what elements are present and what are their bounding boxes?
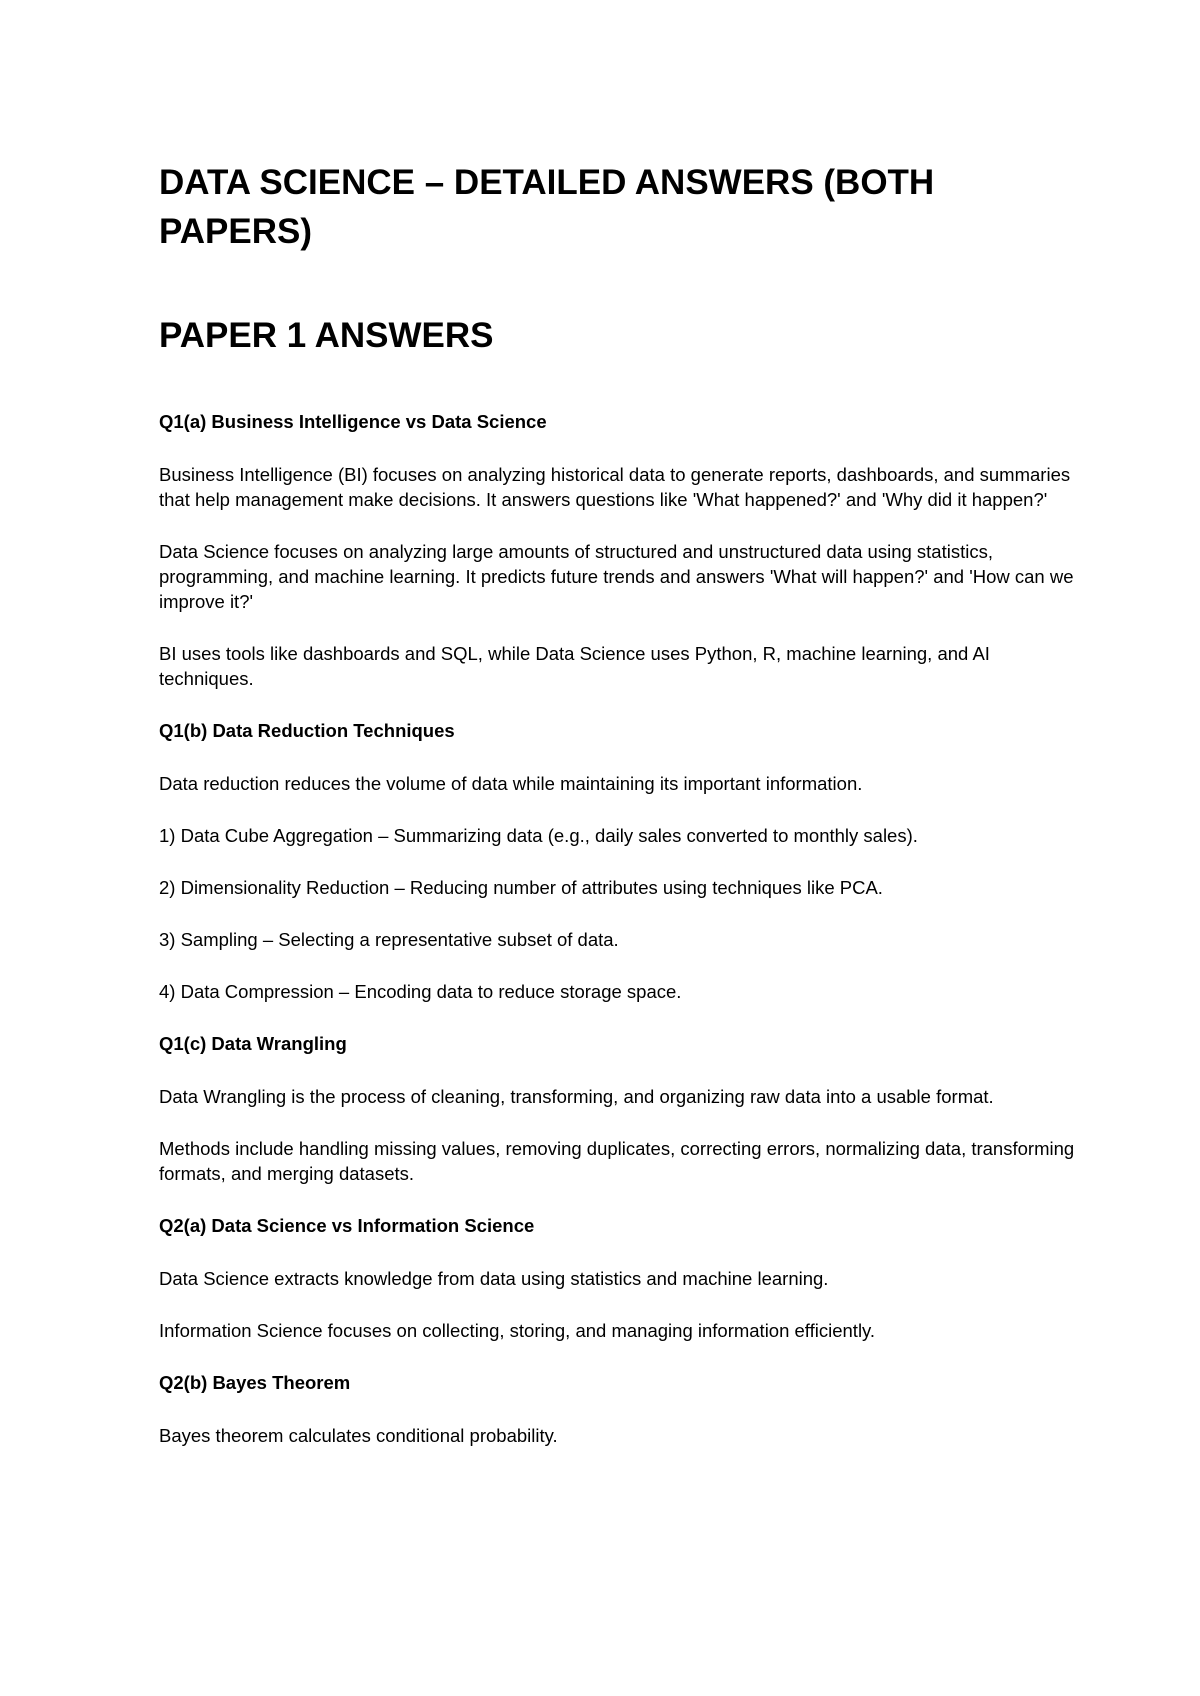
answer-paragraph: Data reduction reduces the volume of data while maintaining its important information. <box>159 773 863 794</box>
document-page <box>159 158 1079 1448</box>
question-heading: Q2(a) Data Science vs Information Science <box>159 1215 535 1236</box>
question-block-q2b <box>159 1370 1079 1448</box>
document-title: DATA SCIENCE – DETAILED ANSWERS (BOTH PAPERS) <box>159 163 935 251</box>
answer-list-item: 4) Data Compression – Encoding data to reduce storage space. <box>159 981 682 1002</box>
question-block-q1b <box>159 718 1079 1004</box>
answer-paragraph: Data Wrangling is the process of cleaning, transforming, and organizing raw data into a usable format. <box>159 1086 994 1107</box>
answer-list-item: 1) Data Cube Aggregation – Summarizing data (e.g., daily sales converted to monthly sales). <box>159 825 918 846</box>
question-heading: Q1(a) Business Intelligence vs Data Science <box>159 411 547 432</box>
answer-paragraph: Information Science focuses on collecting, storing, and managing information efficiently. <box>159 1320 876 1341</box>
question-heading: Q1(b) Data Reduction Techniques <box>159 720 455 741</box>
question-heading: Q1(c) Data Wrangling <box>159 1033 347 1054</box>
answer-list-item: 3) Sampling – Selecting a representative subset of data. <box>159 929 619 950</box>
answer-paragraph: Bayes theorem calculates conditional probability. <box>159 1425 558 1446</box>
answer-paragraph: Data Science extracts knowledge from data using statistics and machine learning. <box>159 1268 829 1289</box>
answer-paragraph: Business Intelligence (BI) focuses on analyzing historical data to generate reports, dashboards, and summaries that help management make decisions. It answers questions like 'What happened?' and 'Why did it happen?' <box>159 464 1071 510</box>
answer-paragraph: Data Science focuses on analyzing large amounts of structured and unstructured data using statistics, programming, and machine learning. It predicts future trends and answers 'What will happen?' and 'How can we improve it?' <box>159 541 1074 612</box>
answer-paragraph: BI uses tools like dashboards and SQL, while Data Science uses Python, R, machine learning, and AI techniques. <box>159 643 990 689</box>
answer-list-item: 2) Dimensionality Reduction – Reducing number of attributes using techniques like PCA. <box>159 877 883 898</box>
answer-paragraph: Methods include handling missing values, removing duplicates, correcting errors, normalizing data, transforming formats, and merging datasets. <box>159 1138 1075 1184</box>
question-block-q2a <box>159 1213 1079 1343</box>
section-title: PAPER 1 ANSWERS <box>159 316 494 355</box>
question-block-q1a <box>159 409 1079 691</box>
question-block-q1c <box>159 1031 1079 1186</box>
question-heading: Q2(b) Bayes Theorem <box>159 1372 351 1393</box>
